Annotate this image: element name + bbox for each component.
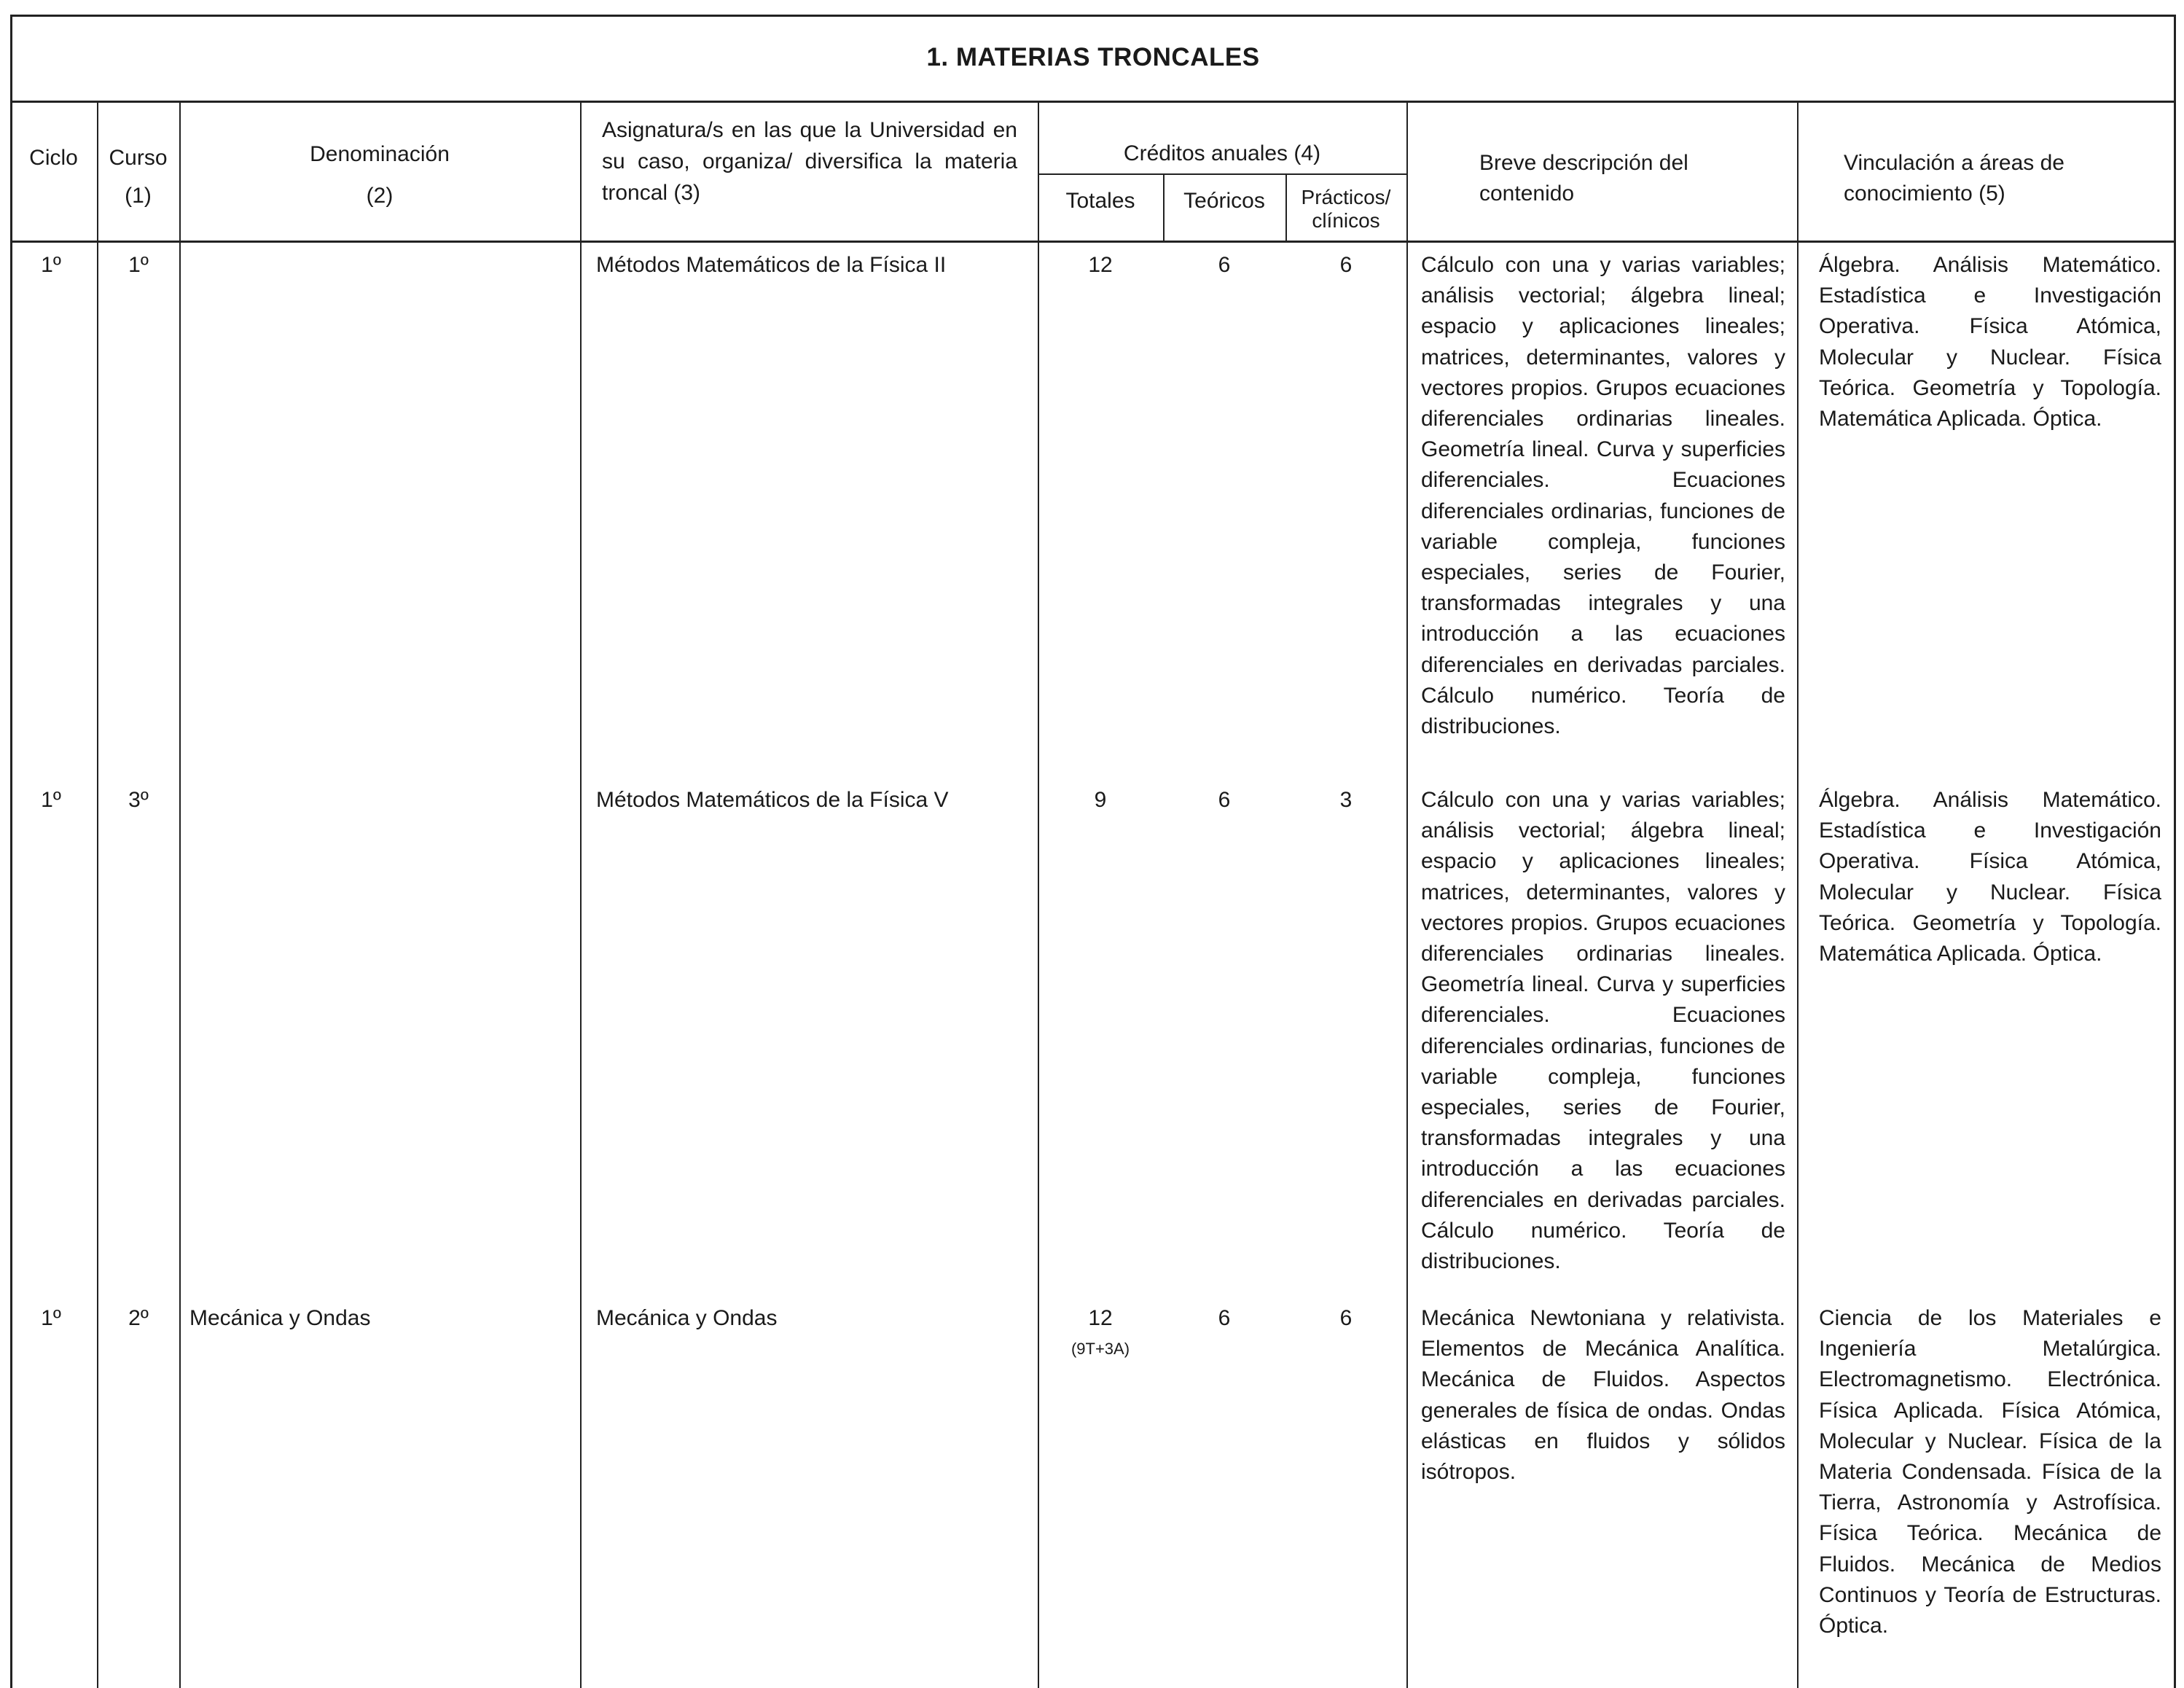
row-descripcion: Cálculo con una y varias variables; análisis vectorial; álgebra lineal; espacio y aplicaciones lineales; matrices, determinantes, valores y vectores propios. Grupos ecuaciones diferenciales ordinarias lineales. Geometría lineal. Curva y superficies diferenciales. Ecuaciones diferenciales ordinarias, funciones de variable compleja, funciones especiales, series de Fourier, transformadas integrales y una introducción a las ecuaciones diferenciales en derivadas parciales. Cálculo numérico. Teoría de distribuciones. <box>1421 788 1785 1274</box>
col-divider <box>179 103 181 1688</box>
row-practicos: 6 <box>1339 1306 1353 1330</box>
row-totales: 12 <box>1088 253 1113 277</box>
header-vinculacion: Vinculación a áreas de conocimiento (5) <box>1844 151 2064 206</box>
row-totales: 12 <box>1088 1306 1113 1330</box>
header-teoricos: Teóricos <box>1183 189 1265 213</box>
header-creditos: Créditos anuales (4) <box>1123 141 1321 165</box>
col-divider <box>1797 103 1799 1688</box>
row-descripcion: Mecánica Newtoniana y relativista. Elementos de Mecánica Analítica. Mecánica de Fluidos. Aspectos generales de física de ondas. Ondas elásticas en fluidos y sólidos isótropos. <box>1421 1306 1785 1485</box>
col-divider <box>580 103 582 1688</box>
row-ciclo: 1º <box>41 253 61 277</box>
header-practicos: Prácticos/ clínicos <box>1301 186 1391 232</box>
header-bottom-line <box>10 241 2176 243</box>
header-descripcion: Breve descripción del contenido <box>1479 151 1688 206</box>
header-totales: Totales <box>1065 189 1135 213</box>
row-vinculacion: Álgebra. Análisis Matemático. Estadística e Investigación Operativa. Física Atómica, Molecular y Nuclear. Física Teórica. Geometría y Topología. Matemática Aplicada. Óptica. <box>1819 253 2161 431</box>
row-curso: 2º <box>128 1306 149 1330</box>
header-curso: Curso <box>109 146 168 170</box>
row-ciclo: 1º <box>41 788 61 812</box>
row-asignatura: Mecánica y Ondas <box>596 1306 778 1330</box>
row-totales: 9 <box>1094 788 1107 812</box>
row-teoricos: 6 <box>1218 1306 1231 1330</box>
col-divider <box>1038 103 1039 1688</box>
col-divider <box>1406 103 1408 1688</box>
row-practicos: 3 <box>1339 788 1353 812</box>
header-ciclo: Ciclo <box>29 146 78 170</box>
row-descripcion: Cálculo con una y varias variables; análisis vectorial; álgebra lineal; espacio y aplicaciones lineales; matrices, determinantes, valores y vectores propios. Grupos ecuaciones diferenciales ordinarias lineales. Geometría lineal. Curva y superficies diferenciales. Ecuaciones diferenciales ordinarias, funciones de variable compleja, funciones especiales, series de Fourier, transformadas integrales y una introducción a las ecuaciones diferenciales en derivadas parciales. Cálculo numérico. Teoría de distribuciones. <box>1421 253 1785 739</box>
row-curso: 1º <box>128 253 149 277</box>
row-vinculacion: Ciencia de los Materiales e Ingeniería Metalúrgica. Electromagnetismo. Electrónica. Física Aplicada. Física Atómica, Molecular y Nuclear. Física de la Materia Condensada. Física de la Tierra, Astronomía y Astrofísica. Física Teórica. Mecánica de Fluidos. Mecánica de Medios Continuos y Teoría de Estructuras. Óptica. <box>1819 1306 2161 1638</box>
col-divider <box>97 103 98 1688</box>
header-curso-note: (1) <box>125 184 152 208</box>
row-denominacion: Mecánica y Ondas <box>189 1306 371 1330</box>
row-ciclo: 1º <box>41 1306 61 1330</box>
row-practicos: 6 <box>1339 253 1353 277</box>
row-teoricos: 6 <box>1218 253 1231 277</box>
row-totales-note: (9T+3A) <box>1071 1340 1130 1358</box>
table-title: 1. MATERIAS TRONCALES <box>926 43 1260 71</box>
header-denominacion-note: (2) <box>366 184 394 208</box>
credits-subheader-line <box>1038 173 1406 175</box>
row-asignatura: Métodos Matemáticos de la Física V <box>596 788 949 812</box>
header-denominacion: Denominación <box>310 142 450 166</box>
row-vinculacion: Álgebra. Análisis Matemático. Estadística e Investigación Operativa. Física Atómica, Molecular y Nuclear. Física Teórica. Geometría y Topología. Matemática Aplicada. Óptica. <box>1819 788 2161 966</box>
row-asignatura: Métodos Matemáticos de la Física II <box>596 253 947 277</box>
header-asignatura: Asignatura/s en las que la Universidad en su caso, organiza/ diversifica la materia troncal (3) <box>602 118 1017 205</box>
row-teoricos: 6 <box>1218 788 1231 812</box>
table-title-row <box>10 15 2176 103</box>
row-curso: 3º <box>128 788 149 812</box>
